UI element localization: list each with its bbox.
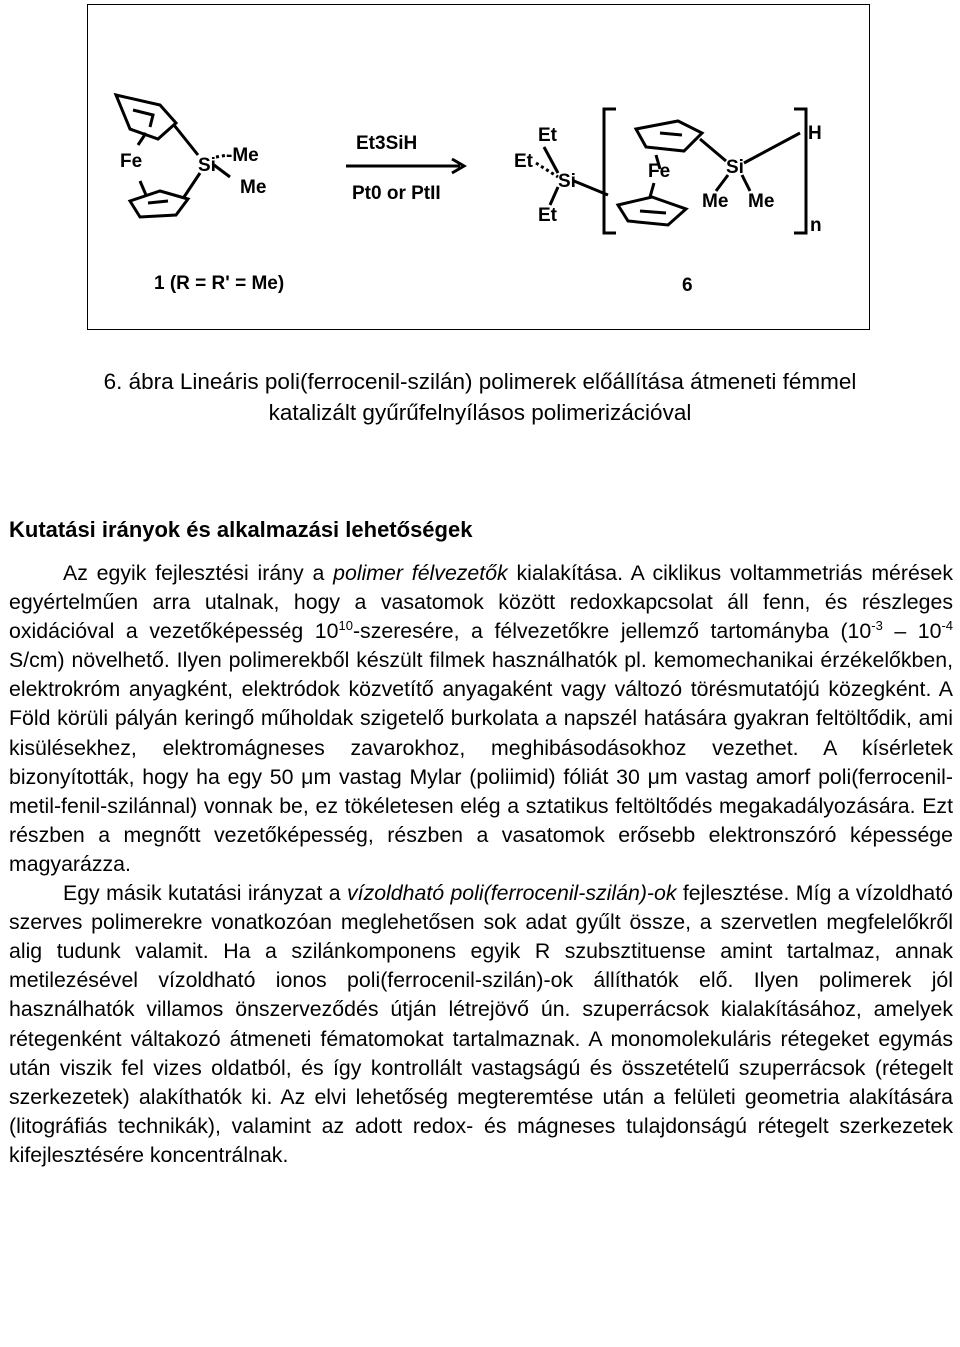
compound-1-label: 1 (R = R' = Me) <box>154 273 285 294</box>
et-top-label: Et <box>538 125 557 146</box>
fe-atom-label: Fe <box>120 151 143 172</box>
reaction-scheme-drawing <box>88 5 871 331</box>
me-top-label: -Me <box>226 145 259 166</box>
text-run: Egy másik kutatási irányzat a <box>63 881 347 906</box>
me-bottom-label: Me <box>240 177 267 198</box>
si-right-label: Si <box>726 157 744 178</box>
superscript: -3 <box>871 618 883 634</box>
bracket-right <box>794 109 806 233</box>
text-run: kialakítása. A ciklikus voltammetriás mérések egyértelműen arra utalnak, hogy a vasatomok között redoxkapcsolat áll fenn, és részleges oxidációval a vezetőképesség 10 <box>9 561 953 644</box>
figure-caption <box>0 366 960 428</box>
cp-ring-top-left <box>116 95 176 139</box>
paragraph-1 <box>9 559 953 879</box>
reagent-top: Et3SiH <box>356 133 418 154</box>
et-mid-label: Et <box>514 151 533 172</box>
si-left-label: Si <box>558 171 576 192</box>
text-run: fejlesztése. Míg a vízoldható szerves polimerekre vonatkozóan meglehetősen sok adat gyűlt össze, a szervetlen megfelelőkről alig tudunk valamit. Ha a szilánkomponens egyik R szubsztituense amint tartalmaz, annak metilezésével vízoldható ionos poli(ferrocenil-szilán)-ok állíthatók elő. Ilyen polimerek jól használhatók villamos önszerveződés útján létrejövő ún. szuperrácsok kialakításához, amelyek rétegenként váltakozó átmeneti fématomokat tartalmaznak. A monomolekuláris rétegeket egymás után viszik fel vizes oldatból, és így kontrollált vastagságú és összetételű szuperrácsok (rétegelt szerkezetek) alakíthatók ki. Az elvi lehetőség megteremtése után a felületi geometria alakítására (litográfiás technikák), valamint az adott redox- és mágneses tulajdonságú rétegelt szerkezetek kifejlesztésére koncentrálnak. <box>9 881 953 1167</box>
cp-ring-top-right <box>636 121 702 151</box>
text-run: Az egyik fejlesztési irány a <box>63 561 334 585</box>
me-2-label: Me <box>748 191 775 212</box>
text-run: -szeresére, a félvezetőkre jellemző tartományba (10 <box>352 619 872 644</box>
cp-ring-bottom-left <box>130 191 188 217</box>
superscript: 10 <box>338 618 353 634</box>
h-end-label: H <box>808 123 822 144</box>
paragraph-2 <box>9 879 953 1170</box>
caption-line-2: katalizált gyűrűfelnyílásos polimerizációval <box>268 400 692 425</box>
emphasis-text: vízoldható poli(ferrocenil-szilán)-ok <box>347 881 677 906</box>
reaction-scheme-figure <box>87 4 870 330</box>
compound-6-label: 6 <box>682 275 693 296</box>
n-subscript-label: n <box>810 215 822 236</box>
section-heading: Kutatási irányok és alkalmazási lehetőségek <box>9 517 473 542</box>
reagent-bottom: Pt0 or PtII <box>352 183 441 204</box>
si-atom-label: Si <box>198 155 216 176</box>
body-text <box>9 559 953 1170</box>
text-run: S/cm) növelhető. Ilyen polimerekből készült filmek használhatók pl. kemomechanikai érzékelőkben, elektrokróm anyagként, elektródok közvetítő anyagaként vagy változó törésmutatójú közegként. A Föld körüli pályán keringő műholdak szigetelő burkolata a napszél hatására gyakran feltöltődik, ami kisülésekhez, elektromágneses zavarokhoz, meghibásodásokhoz vezethet. A kísérletek bizonyították, hogy ha egy 50 μm vastag Mylar (poliimid) fóliát 30 μm vastag amorf poli(ferrocenil-metil-fenil-szilánnal) vonnak be, ez tökéletesen elég a sztatikus feltöltődés megakadályozására. Ezt részben a megnőtt vezetőképesség, részben a vasatomok erősebb elektronszóró képessége magyarázza. <box>9 648 953 876</box>
text-run: – 10 <box>882 619 942 644</box>
superscript: -4 <box>941 618 954 634</box>
fe-product-label: Fe <box>648 161 671 182</box>
bracket-left <box>604 109 616 233</box>
emphasis-text: polimer félvezetők <box>333 561 508 585</box>
et-bottom-label: Et <box>538 205 557 226</box>
me-1-label: Me <box>702 191 729 212</box>
caption-line-1: 6. ábra Lineáris poli(ferrocenil-szilán) polimerek előállítása átmeneti fémmel <box>103 369 857 394</box>
